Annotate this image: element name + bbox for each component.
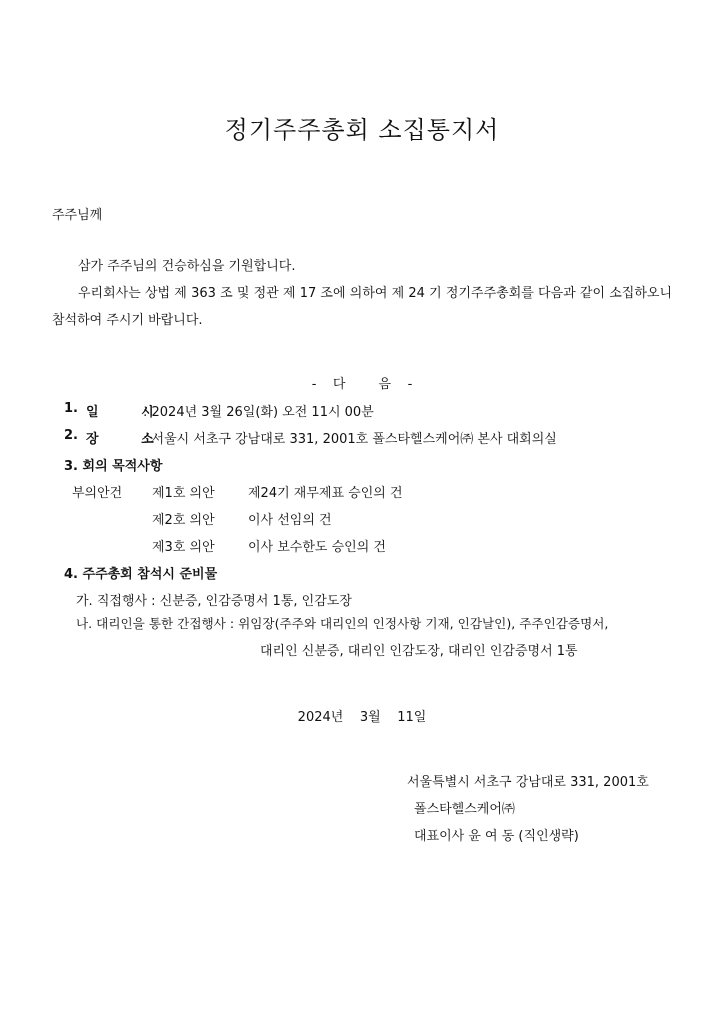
sender-address: 서울특별시 서초구 강남대로 331, 2001호: [407, 775, 649, 790]
body-paragraph: 우리회사는 상법 제 363 조 및 정관 제 17 조에 의하여 제 24 기 정기주주총회를 다음과 같이 소집하오니 참석하여 주시기 바랍니다.: [52, 286, 672, 328]
prep-direct: 가. 직접행사 : 신분증, 인감증명서 1통, 인감도장: [76, 594, 352, 609]
section-separator: - 다 음 -: [311, 377, 413, 392]
greeting-text: 삼가 주주님의 건승하심을 기원합니다.: [78, 259, 296, 274]
sender-representative: 대표이사 윤 여 동 (직인생략): [414, 829, 579, 844]
item-purpose-heading: 3. 회의 목적사항: [64, 459, 163, 474]
agenda-item-title: 제24기 재무제표 승인의 건: [248, 486, 403, 501]
agenda-item-title: 이사 보수한도 승인의 건: [248, 540, 386, 555]
item-place-number: 2.: [64, 428, 78, 443]
agenda-category: 부의안건: [72, 486, 123, 501]
item-prep-heading: 4. 주주총회 참석시 준비물: [64, 567, 218, 582]
item-datetime-number: 1.: [64, 401, 78, 416]
item-place-label: 장 소: [86, 432, 154, 447]
agenda-item-title: 이사 선임의 건: [248, 513, 332, 528]
agenda-item-number: 제1호 의안: [152, 486, 215, 501]
item-place-value: : 서울시 서초구 강남대로 331, 2001호 폴스타헬스케어㈜ 본사 대회의실: [143, 432, 557, 447]
salutation: 주주님께: [52, 208, 103, 223]
prep-proxy-line1: 나. 대리인을 통한 간접행사 : 위임장(주주와 대리인의 인정사항 기재, 인감날인), 주주인감증명서,: [76, 616, 609, 631]
item-datetime-value: : 2024년 3월 26일(화) 오전 11시 00분: [143, 405, 374, 420]
agenda-item-number: 제3호 의안: [152, 540, 215, 555]
notice-date: 2024년 3월 11일: [297, 710, 427, 725]
sender-company: 폴스타헬스케어㈜: [414, 802, 515, 817]
document-title: 정기주주총회 소집통지서: [224, 116, 500, 144]
item-datetime-label: 일 시: [86, 405, 154, 420]
agenda-item-number: 제2호 의안: [152, 513, 215, 528]
prep-proxy-line2: 대리인 신분증, 대리인 인감도장, 대리인 인감증명서 1통: [260, 644, 578, 659]
